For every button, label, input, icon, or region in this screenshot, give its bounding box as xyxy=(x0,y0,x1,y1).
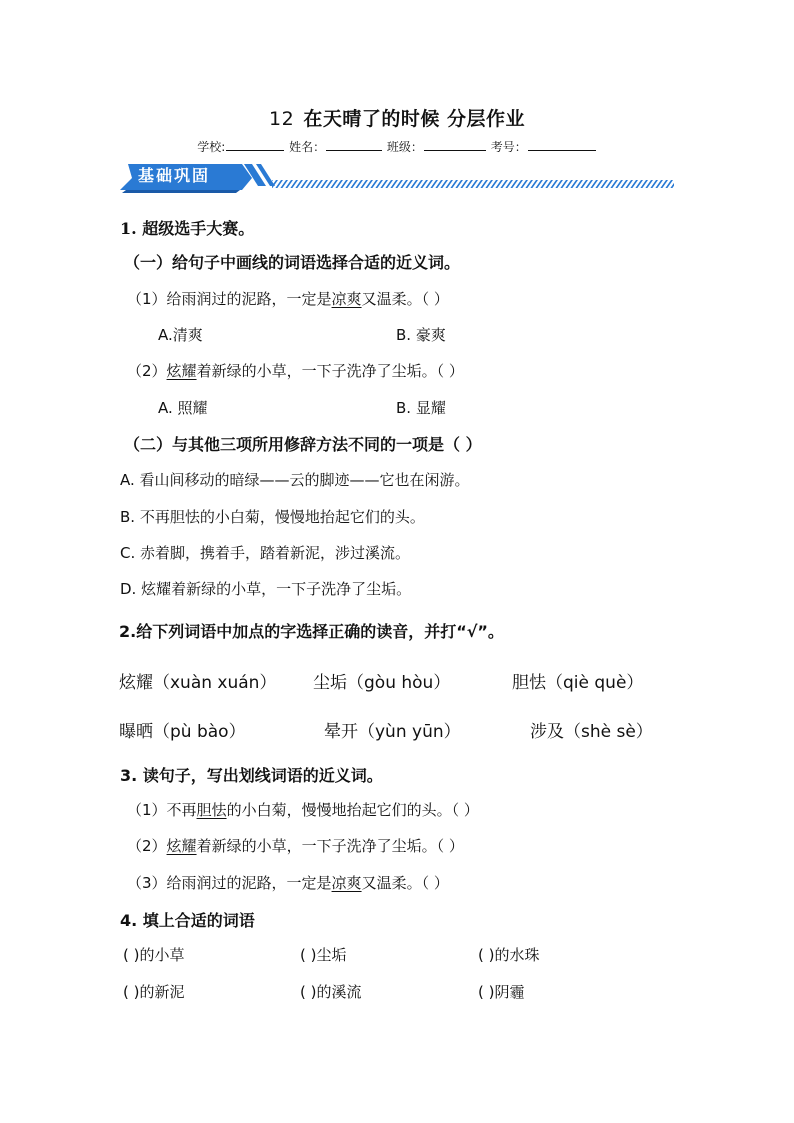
student-info-line xyxy=(0,138,794,155)
q2-title: 2.给下列词语中加点的字选择正确的读音，并打“√”。 xyxy=(119,622,504,641)
q2-item-3[interactable]: 胆怯（qiè què） xyxy=(512,673,644,693)
q3-s3-post: 又温柔。（ ） xyxy=(361,874,449,892)
q4-blank-5[interactable]: ( )的溪流 xyxy=(300,983,362,1001)
name-label: 姓名： xyxy=(289,140,326,154)
q1-s1-post: 又温柔。（ ） xyxy=(361,290,449,308)
q3-sentence-3 xyxy=(127,872,449,893)
q3-s2-underlined: 炫耀 xyxy=(166,837,197,855)
q1-sentence-1 xyxy=(127,288,449,309)
q1-s2-post: 着新绿的小草，一下子洗净了尘垢。（ ） xyxy=(196,362,464,380)
q2-item-6[interactable]: 涉及（shè sè） xyxy=(530,722,653,742)
q3-title: 3. 读句子，写出划线词语的近义词。 xyxy=(120,766,383,785)
q1-s1-option-a[interactable]: A.清爽 xyxy=(158,326,203,344)
school-label: 学校: xyxy=(197,140,226,154)
name-blank[interactable] xyxy=(326,138,382,151)
exam-no-blank[interactable] xyxy=(528,138,596,151)
q1-sentence-2 xyxy=(127,360,464,381)
q3-sentence-2 xyxy=(127,835,464,856)
q4-blank-3[interactable]: ( )的水珠 xyxy=(478,946,540,964)
q1-option-b[interactable]: B. 不再胆怯的小白菊，慢慢地抬起它们的头。 xyxy=(120,508,425,526)
q3-sentence-1 xyxy=(127,799,479,820)
q1-option-d[interactable]: D. 炫耀着新绿的小草，一下子洗净了尘垢。 xyxy=(120,580,412,598)
q4-blank-6[interactable]: ( )阴霾 xyxy=(478,983,525,1001)
class-blank[interactable] xyxy=(424,138,486,151)
q1-s1-option-b[interactable]: B. 豪爽 xyxy=(396,326,446,344)
q4-blank-4[interactable]: ( )的新泥 xyxy=(123,983,185,1001)
q3-s2-pre: （2） xyxy=(127,837,167,855)
q1-s1-pre: （1）给雨润过的泥路，一定是 xyxy=(127,290,332,308)
q1-option-a[interactable]: A. 看山间移动的暗绿——云的脚迹——它也在闲游。 xyxy=(120,471,470,489)
q3-s1-pre: （1）不再 xyxy=(127,801,197,819)
q1-s2-pre: （2） xyxy=(127,362,167,380)
exam-no-label: 考号： xyxy=(490,140,527,154)
q3-s2-post: 着新绿的小草，一下子洗净了尘垢。（ ） xyxy=(196,837,464,855)
lesson-title: 在天晴了的时候 分层作业 xyxy=(303,108,525,130)
school-blank[interactable] xyxy=(226,138,284,151)
q1-s2-underlined: 炫耀 xyxy=(166,362,197,380)
q2-item-4[interactable]: 曝晒（pù bào） xyxy=(119,722,246,742)
q4-title: 4. 填上合适的词语 xyxy=(120,911,255,930)
q1-part2-title: （二）与其他三项所用修辞方法不同的一项是（ ） xyxy=(124,435,482,454)
banner-label: 基础巩固 xyxy=(138,166,211,185)
q1-part1-title: （一）给句子中画线的词语选择合适的近义词。 xyxy=(124,253,461,272)
q1-s2-option-a[interactable]: A. 照耀 xyxy=(158,399,208,417)
page-title xyxy=(0,104,794,131)
q1-option-c[interactable]: C. 赤着脚，携着手，踏着新泥，涉过溪流。 xyxy=(120,544,411,562)
q2-item-2[interactable]: 尘垢（gòu hòu） xyxy=(313,673,451,693)
q3-s3-pre: （3）给雨润过的泥路，一定是 xyxy=(127,874,332,892)
class-label: 班级： xyxy=(386,140,423,154)
q3-s1-underlined: 胆怯 xyxy=(196,801,227,819)
q2-item-5[interactable]: 晕开（yùn yūn） xyxy=(324,722,461,742)
q2-item-1[interactable]: 炫耀（xuàn xuán） xyxy=(119,673,277,693)
q4-blank-1[interactable]: ( )的小草 xyxy=(123,946,185,964)
q1-s1-underlined: 凉爽 xyxy=(331,290,362,308)
q4-blank-2[interactable]: ( )尘垢 xyxy=(300,946,347,964)
q1-title: 1. 超级选手大赛。 xyxy=(120,219,255,238)
q1-s2-option-b[interactable]: B. 显耀 xyxy=(396,399,446,417)
q3-s3-underlined: 凉爽 xyxy=(331,874,362,892)
lesson-number: 12 xyxy=(269,108,295,130)
q3-s1-post: 的小白菊，慢慢地抬起它们的头。（ ） xyxy=(226,801,479,819)
